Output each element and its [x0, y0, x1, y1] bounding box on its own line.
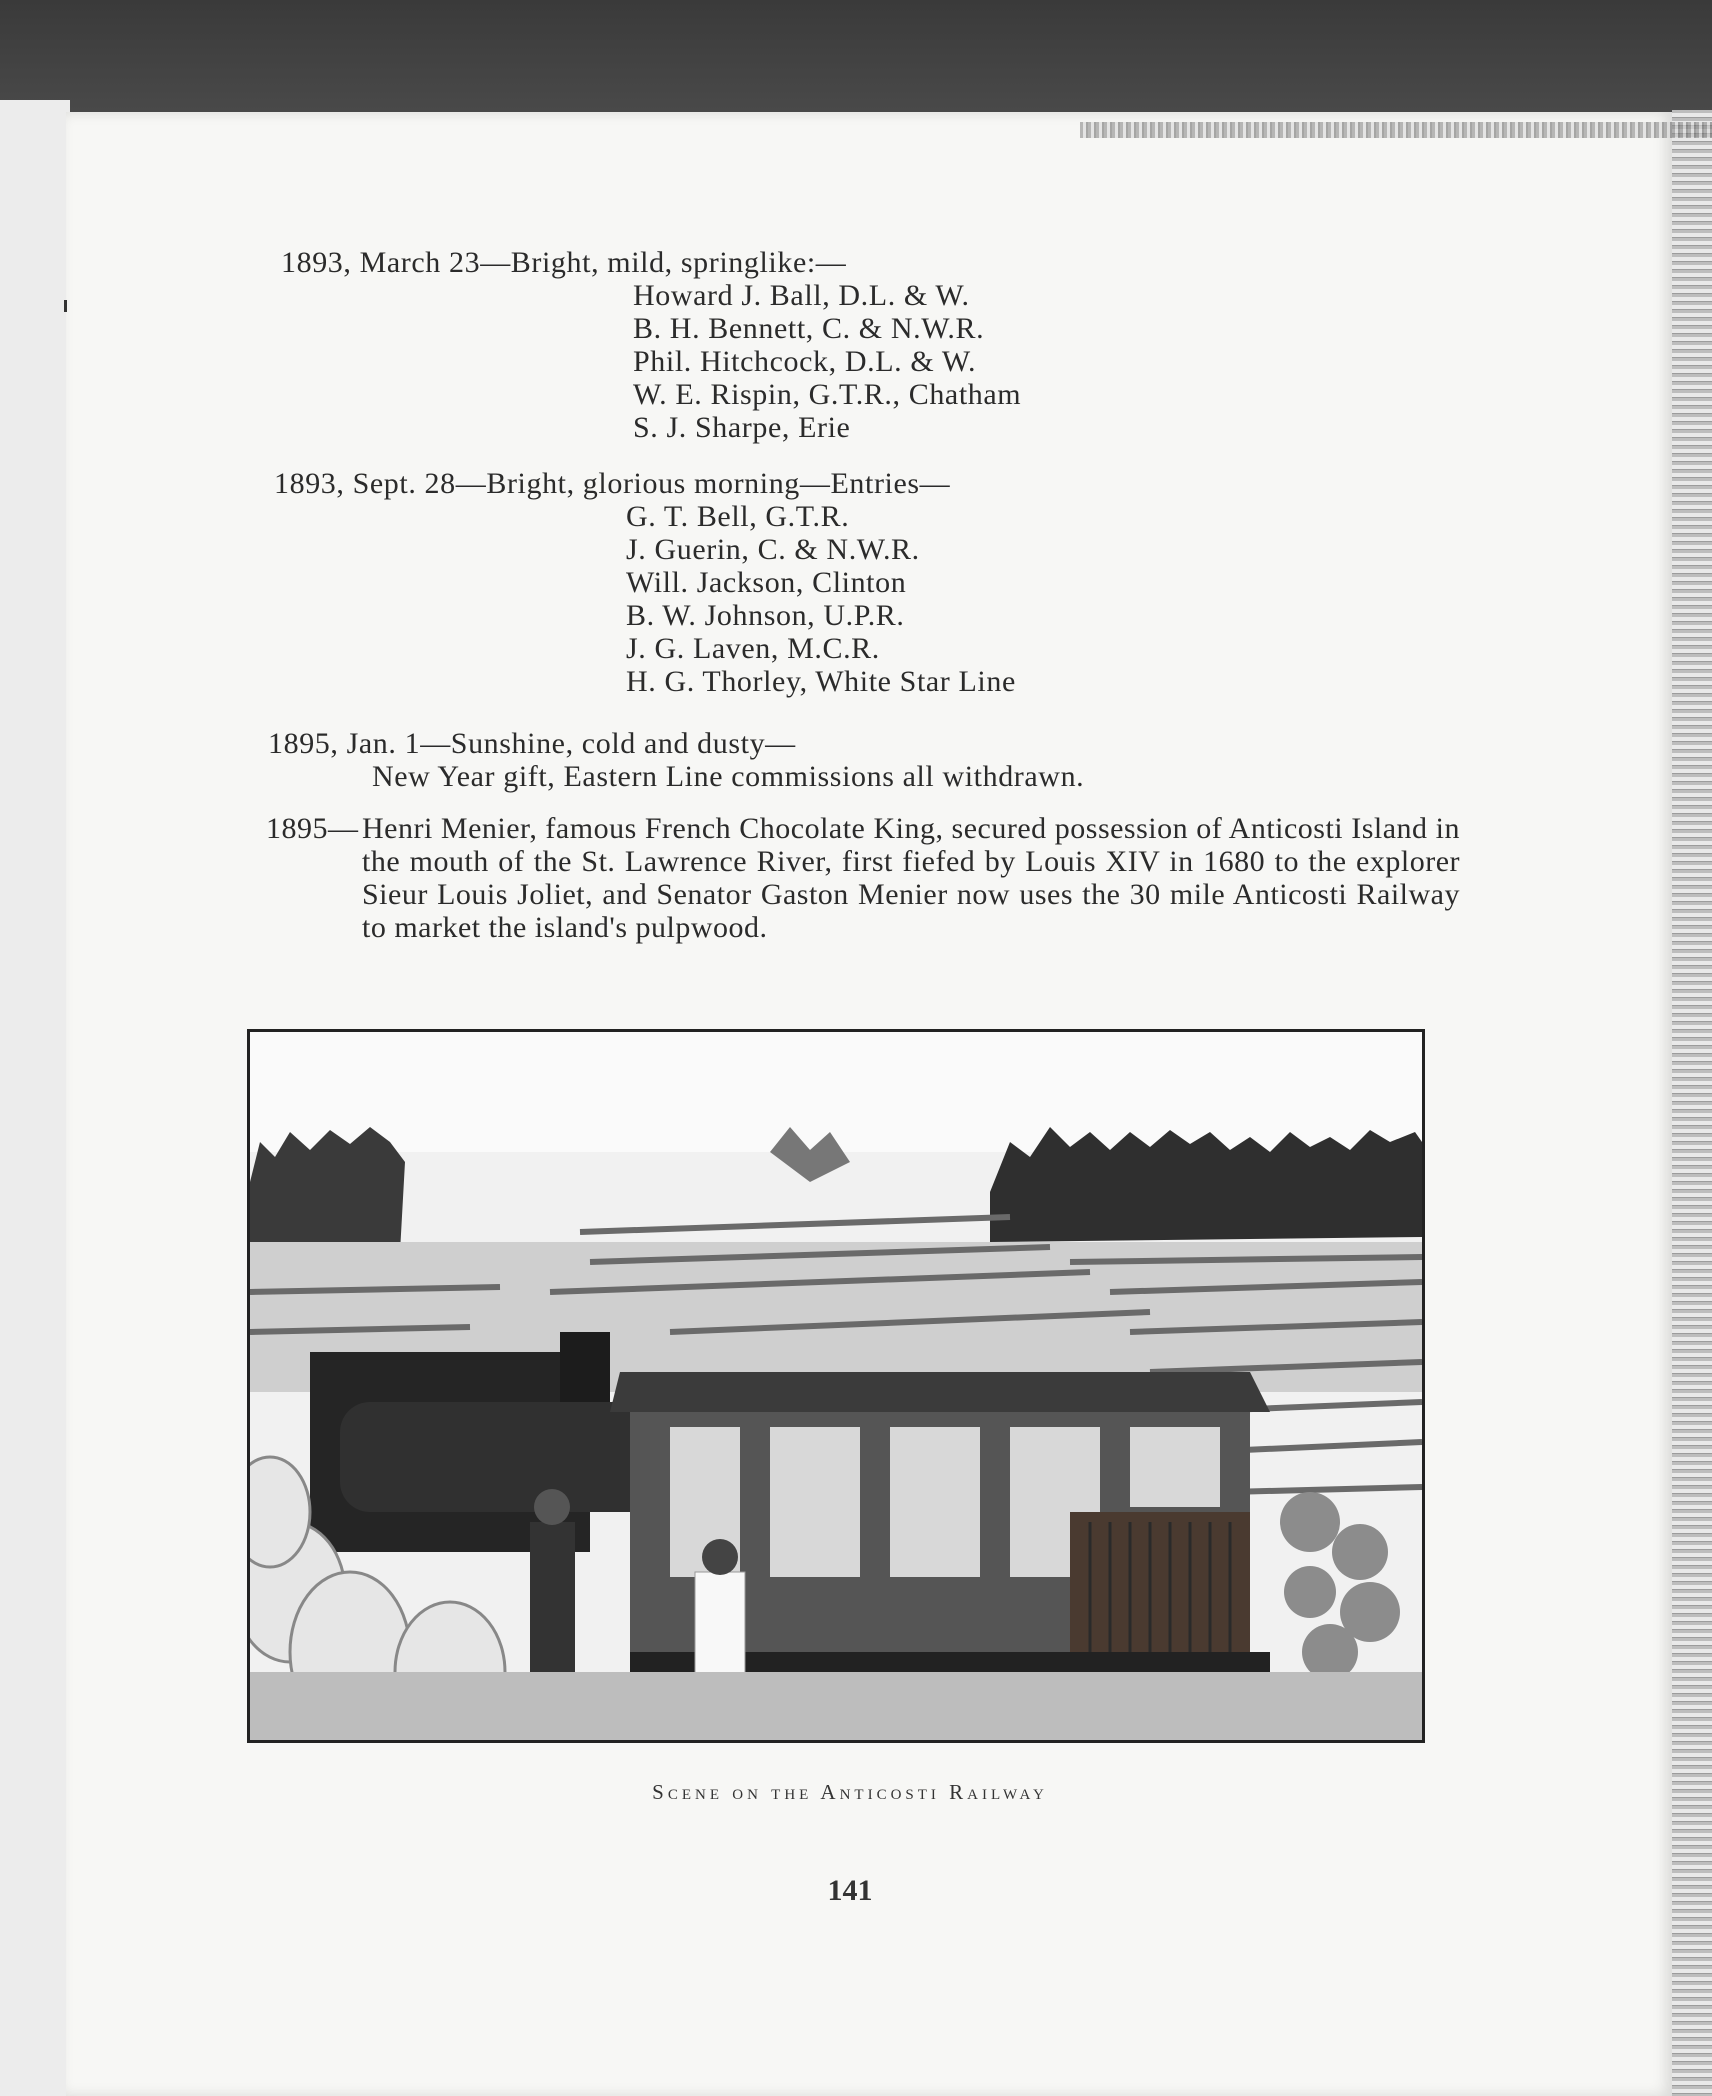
entry-subtext: New Year gift, Eastern Line commissions all withdrawn. [372, 760, 1085, 793]
entry-name: G. T. Bell, G.T.R. [626, 500, 850, 533]
entry-name: W. E. Rispin, G.T.R., Chatham [633, 378, 1022, 411]
entry-1893-march [281, 246, 1021, 444]
railway-photograph [247, 1029, 1425, 1743]
entry-heading: 1893, March 23—Bright, mild, springlike:— [281, 246, 847, 279]
entry-heading: 1895, Jan. 1—Sunshine, cold and dusty— [268, 727, 796, 760]
scan-dark-border [0, 0, 1712, 118]
entry-heading: 1893, Sept. 28—Bright, glorious morning—Entries— [274, 467, 951, 500]
entry-year: 1895— [266, 812, 359, 845]
entry-1893-sept [274, 467, 1016, 698]
entry-name: Will. Jackson, Clinton [626, 566, 907, 599]
entry-name: B. W. Johnson, U.P.R. [626, 599, 905, 632]
cover-edge-pattern [1080, 122, 1712, 138]
entry-name: S. J. Sharpe, Erie [633, 411, 851, 444]
entry-names [274, 500, 1016, 698]
entry-names [281, 279, 1021, 444]
entry-name: B. H. Bennett, C. & N.W.R. [633, 312, 985, 345]
entry-name: H. G. Thorley, White Star Line [626, 665, 1016, 698]
page-stack-edge [1672, 110, 1712, 2096]
entry-1895-menier [266, 812, 1460, 944]
page-number: 141 [827, 1874, 873, 1907]
scan-gutter [0, 100, 70, 2096]
entry-name: J. G. Laven, M.C.R. [626, 632, 880, 665]
entry-paragraph: Henri Menier, famous French Chocolate King, secured possession of Anticosti Island in the mouth of the St. Lawrence River, first fiefed by Louis XIV in 1680 to the explorer Sieur Louis Joliet, and Senator Gaston Menier now uses the 30 mile Anticosti Railway to market the island's pulpwood. [362, 812, 1460, 944]
entry-1895-jan [268, 727, 1084, 793]
margin-mark [64, 300, 67, 312]
entry-name: Phil. Hitchcock, D.L. & W. [633, 345, 977, 378]
entry-name: Howard J. Ball, D.L. & W. [633, 279, 970, 312]
entry-name: J. Guerin, C. & N.W.R. [626, 533, 920, 566]
photo-caption: Scene on the Anticosti Railway [652, 1780, 1048, 1804]
